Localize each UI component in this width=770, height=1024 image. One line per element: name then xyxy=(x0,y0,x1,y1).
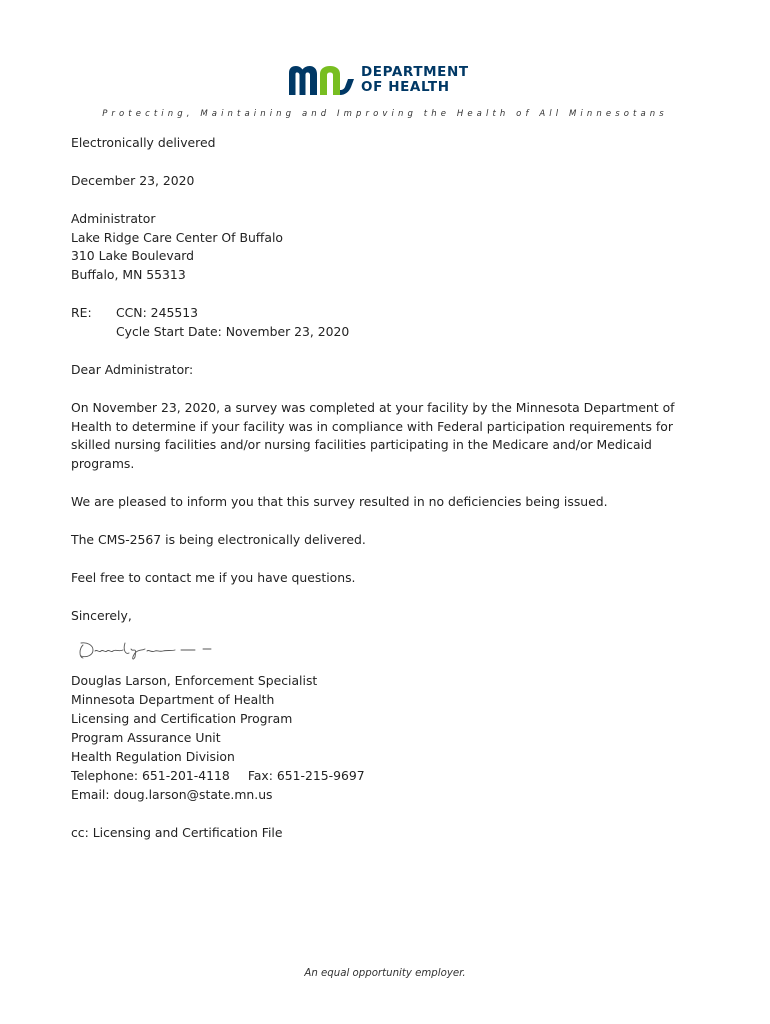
paragraph-contact: Feel free to contact me if you have questions. xyxy=(71,569,356,585)
cc-line: cc: Licensing and Certification File xyxy=(71,824,283,840)
signer-program: Licensing and Certification Program xyxy=(71,711,293,727)
recipient-address xyxy=(71,210,671,286)
salutation: Dear Administrator: xyxy=(71,361,194,377)
logo-line-1: DEPARTMENT xyxy=(361,64,469,80)
signature-icon xyxy=(75,639,215,663)
re-cycle-start: Cycle Start Date: November 23, 2020 xyxy=(116,324,350,340)
recipient-line: Buffalo, MN 55313 xyxy=(71,267,186,283)
paragraph-line: skilled nursing facilities and/or nursing facilities participating in the Medicare and/or Medicaid xyxy=(71,437,652,453)
footer-eoe: An equal opportunity employer. xyxy=(304,968,466,979)
closing: Sincerely, xyxy=(71,607,132,623)
signer-division: Health Regulation Division xyxy=(71,749,235,765)
tagline: Protecting, Maintaining and Improving the Health of All Minnesotans xyxy=(102,109,668,119)
re-label: RE: xyxy=(71,305,92,321)
recipient-line: Administrator xyxy=(71,210,156,226)
delivery-method: Electronically delivered xyxy=(71,135,216,150)
signer-email: Email: doug.larson@state.mn.us xyxy=(71,786,273,802)
mdh-logo xyxy=(289,63,484,99)
logo-line-2: OF HEALTH xyxy=(361,79,450,95)
recipient-line: 310 Lake Boulevard xyxy=(71,248,195,264)
letter-date: December 23, 2020 xyxy=(71,172,195,188)
signature-block xyxy=(71,672,671,804)
re-ccn: CCN: 245513 xyxy=(116,305,198,321)
re-block xyxy=(71,304,671,342)
paragraph-line: Health to determine if your facility was in compliance with Federal participation requirements for xyxy=(71,418,673,434)
mn-logo-mark-icon xyxy=(289,65,355,95)
signer-fax: Fax: 651-215-9697 xyxy=(247,767,365,783)
signer-unit: Program Assurance Unit xyxy=(71,730,221,746)
handwritten-signature xyxy=(71,627,671,672)
logo-wordmark xyxy=(361,65,469,95)
paragraph-line: On November 23, 2020, a survey was completed at your facility by the Minnesota Department of xyxy=(71,399,675,415)
paragraph-line: programs. xyxy=(71,456,135,472)
recipient-line: Lake Ridge Care Center Of Buffalo xyxy=(71,229,283,245)
letter-body xyxy=(71,134,675,843)
paragraph-cms: The CMS-2567 is being electronically delivered. xyxy=(71,531,366,547)
signer-org: Minnesota Department of Health xyxy=(71,692,275,708)
paragraph-result: We are pleased to inform you that this survey resulted in no deficiencies being issued. xyxy=(71,494,608,510)
signer-phone-fax xyxy=(71,767,671,786)
signer-name: Douglas Larson, Enforcement Specialist xyxy=(71,673,318,689)
signer-telephone: Telephone: 651-201-4118 xyxy=(71,767,230,783)
paragraph-survey xyxy=(71,399,675,475)
